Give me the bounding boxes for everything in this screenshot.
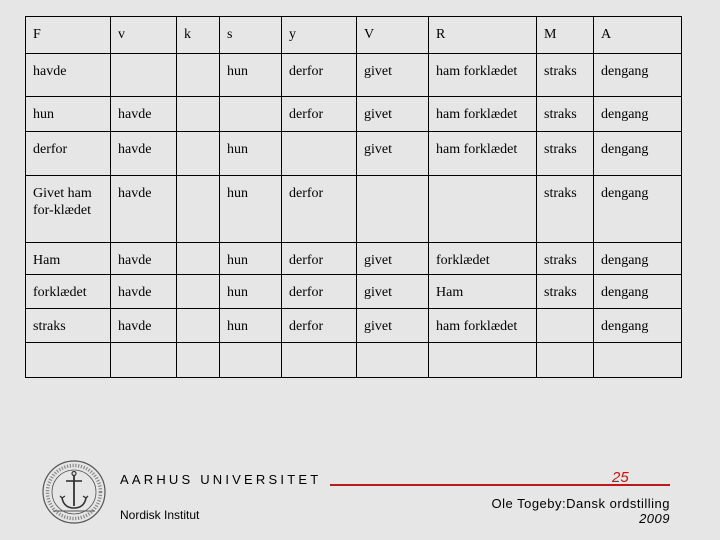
table-cell: ham forklædet — [429, 97, 537, 131]
table-cell: givet — [357, 97, 429, 131]
table-row — [26, 176, 682, 243]
table-cell: derfor — [26, 131, 111, 176]
table-header-cell: k — [177, 17, 220, 54]
table-cell: Ham — [429, 274, 537, 308]
table-cell — [177, 97, 220, 131]
table-cell: derfor — [282, 97, 357, 131]
table-header-row — [26, 17, 682, 54]
author-year: 2009 — [639, 511, 670, 526]
table-cell: forklædet — [429, 243, 537, 274]
table-header-cell: A — [594, 17, 682, 54]
table-cell — [177, 274, 220, 308]
table-cell — [357, 176, 429, 243]
table-cell: hun — [220, 176, 282, 243]
table-cell: straks — [26, 308, 111, 342]
table-cell: havde — [111, 308, 177, 342]
table-cell — [111, 343, 177, 378]
table-cell — [429, 343, 537, 378]
table-cell: dengang — [594, 243, 682, 274]
table-cell — [177, 176, 220, 243]
table-cell — [26, 343, 111, 378]
table-cell — [177, 131, 220, 176]
page-number: 25 — [612, 469, 629, 486]
table-header-cell: V — [357, 17, 429, 54]
table-cell: straks — [537, 274, 594, 308]
author-credit — [410, 496, 670, 526]
table-cell — [282, 131, 357, 176]
table-cell — [594, 343, 682, 378]
table-row — [26, 343, 682, 378]
table-cell — [429, 176, 537, 243]
table-cell: dengang — [594, 274, 682, 308]
aarhus-university-seal-icon — [40, 458, 108, 526]
table-cell: givet — [357, 243, 429, 274]
table-header-cell: F — [26, 17, 111, 54]
table-cell: havde — [111, 274, 177, 308]
table-cell: havde — [111, 97, 177, 131]
table-row — [26, 97, 682, 131]
table-cell: straks — [537, 131, 594, 176]
table-cell — [177, 53, 220, 97]
table-cell: hun — [26, 97, 111, 131]
table-cell: derfor — [282, 176, 357, 243]
table-cell: hun — [220, 243, 282, 274]
table-cell: ham forklædet — [429, 131, 537, 176]
table-cell: ham forklædet — [429, 53, 537, 97]
institute-name: Nordisk Institut — [120, 508, 200, 522]
author-title: Ole Togeby:Dansk ordstilling — [491, 496, 670, 511]
table-cell: givet — [357, 131, 429, 176]
table-cell: derfor — [282, 308, 357, 342]
table-cell: givet — [357, 53, 429, 97]
table-cell: straks — [537, 243, 594, 274]
table-cell: dengang — [594, 308, 682, 342]
table-cell: ham forklædet — [429, 308, 537, 342]
table-cell — [177, 308, 220, 342]
table-cell: derfor — [282, 274, 357, 308]
table-row — [26, 308, 682, 342]
table-cell: hun — [220, 308, 282, 342]
table-cell — [177, 243, 220, 274]
table-cell: Ham — [26, 243, 111, 274]
table-row — [26, 53, 682, 97]
table-cell: straks — [537, 176, 594, 243]
table-row — [26, 274, 682, 308]
table-cell: straks — [537, 53, 594, 97]
table-row — [26, 131, 682, 176]
university-name: AARHUS UNIVERSITET — [120, 472, 322, 487]
table-header-cell: M — [537, 17, 594, 54]
table-cell: givet — [357, 308, 429, 342]
table-cell — [220, 97, 282, 131]
table-cell — [111, 53, 177, 97]
table-cell: straks — [537, 97, 594, 131]
table-cell: dengang — [594, 131, 682, 176]
table-cell — [537, 343, 594, 378]
table-cell — [282, 343, 357, 378]
table-cell: havde — [26, 53, 111, 97]
table-cell — [220, 343, 282, 378]
table-cell: derfor — [282, 53, 357, 97]
table-cell: havde — [111, 131, 177, 176]
table-cell: forklædet — [26, 274, 111, 308]
table-cell: derfor — [282, 243, 357, 274]
table-cell: havde — [111, 176, 177, 243]
word-order-table — [25, 16, 682, 378]
table-cell: givet — [357, 274, 429, 308]
table-cell: dengang — [594, 176, 682, 243]
table-cell: dengang — [594, 97, 682, 131]
table-cell: havde — [111, 243, 177, 274]
table-header-cell: s — [220, 17, 282, 54]
table-cell: hun — [220, 274, 282, 308]
table-row — [26, 243, 682, 274]
table-header-cell: R — [429, 17, 537, 54]
table-cell: Givet ham for-klædet — [26, 176, 111, 243]
table-header-cell: y — [282, 17, 357, 54]
table-cell: hun — [220, 53, 282, 97]
table-cell: dengang — [594, 53, 682, 97]
table-cell: hun — [220, 131, 282, 176]
table-cell — [537, 308, 594, 342]
table-header-cell: v — [111, 17, 177, 54]
table-cell — [177, 343, 220, 378]
table-cell — [357, 343, 429, 378]
